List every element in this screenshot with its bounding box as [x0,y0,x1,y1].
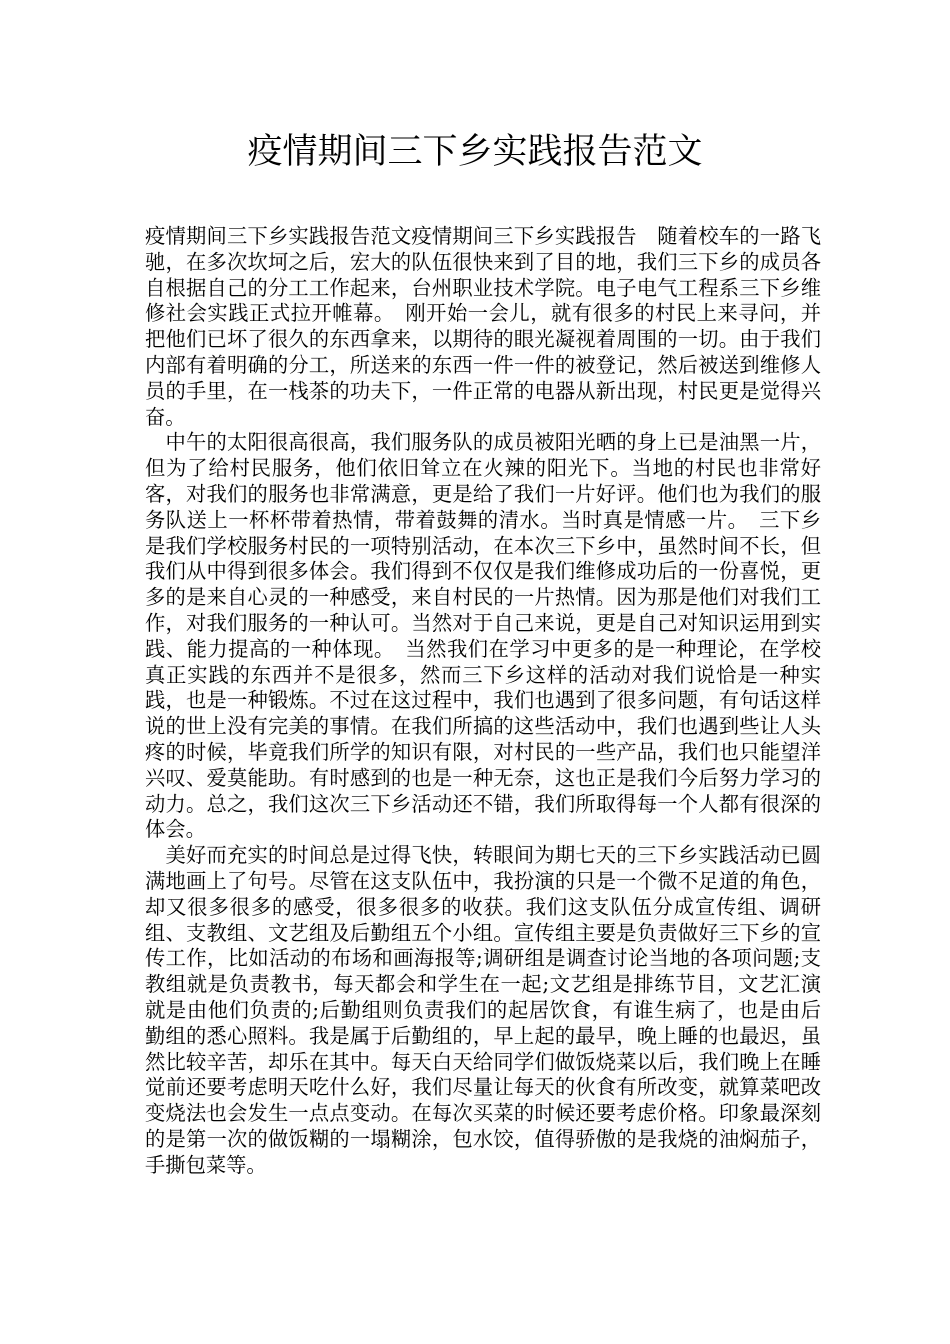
document-title: 疫情期间三下乡实践报告范文 [247,132,703,172]
paragraph: 疫情期间三下乡实践报告范文疫情期间三下乡实践报告 随着校车的一路飞驰，在多次坎坷之后，宏大的队伍很快来到了目的地，我们三下乡的成员各自根据自己的分工工作起来，台州职业技术学院。电子电气工程系三下乡维修社会实践正式拉开帷幕。 刚开始一会儿，就有很多的村民上来寻问，并把他们已坏了很久的东西拿来，以期待的眼光凝视着周围的一切。由于我们内部有着明确的分工，所送来的东西一件一件的被登记，然后被送到维修人员的手里，在一栈茶的功夫下，一件正常的电器从新出现，村民更是觉得兴奋。 [145,224,821,429]
paragraph: 中午的太阳很高很高，我们服务队的成员被阳光晒的身上已是油黑一片，但为了给村民服务，他们依旧耸立在火辣的阳光下。当地的村民也非常好客，对我们的服务也非常满意，更是给了我们一片好评。他们也为我们的服务队送上一杯杯带着热情，带着鼓舞的清水。当时真是情感一片。 三下乡是我们学校服务村民的一项特别活动，在本次三下乡中，虽然时间不长，但我们从中得到很多体会。我们得到不仅仅是我们维修成功后的一份喜悦，更多的是来自心灵的一种感受，来自村民的一片热情。因为那是他们对我们工作，对我们服务的一种认可。当然对于自己来说，更是自己对知识运用到实践、能力提高的一种体现。 当然我们在学习中更多的是一种理论，在学校真正实践的东西并不是很多，然而三下乡这样的活动对我们说恰是一种实践，也是一种锻炼。不过在这过程中，我们也遇到了很多问题，有句话这样说的世上没有完美的事情。在我们所搞的这些活动中，我们也遇到些让人头疼的时候，毕竟我们所学的知识有限，对村民的一些产品，我们也只能望洋兴叹、爱莫能助。有时感到的也是一种无奈，这也正是我们今后努力学习的动力。总之，我们这次三下乡活动还不错，我们所取得每一个人都有很深的体会。 [145,430,821,842]
document-body [145,224,821,1178]
paragraph: 美好而充实的时间总是过得飞快，转眼间为期七天的三下乡实践活动已圆满地画上了句号。尽管在这支队伍中，我扮演的只是一个微不足道的角色，却又很多很多的感受，很多很多的收获。我们这支队伍分成宣传组、调研组、支教组、文艺组及后勤组五个小组。宣传组主要是负责做好三下乡的宣传工作，比如活动的布场和画海报等;调研组是调查讨论当地的各项问题;支教组就是负责教书，每天都会和学生在一起;文艺组是排练节目，文艺汇演就是由他们负责的;后勤组则负责我们的起居饮食，有谁生病了，也是由后勤组的悉心照料。我是属于后勤组的，早上起的最早，晚上睡的也最迟，虽然比较辛苦，却乐在其中。每天白天给同学们做饭烧菜以后，我们晚上在睡觉前还要考虑明天吃什么好，我们尽量让每天的伙食有所改变，就算菜吧改变烧法也会发生一点点变动。在每次买菜的时候还要考虑价格。印象最深刻的是第一次的做饭糊的一塌糊涂，包水饺，值得骄傲的是我烧的油焖茄子，手撕包菜等。 [145,843,821,1177]
